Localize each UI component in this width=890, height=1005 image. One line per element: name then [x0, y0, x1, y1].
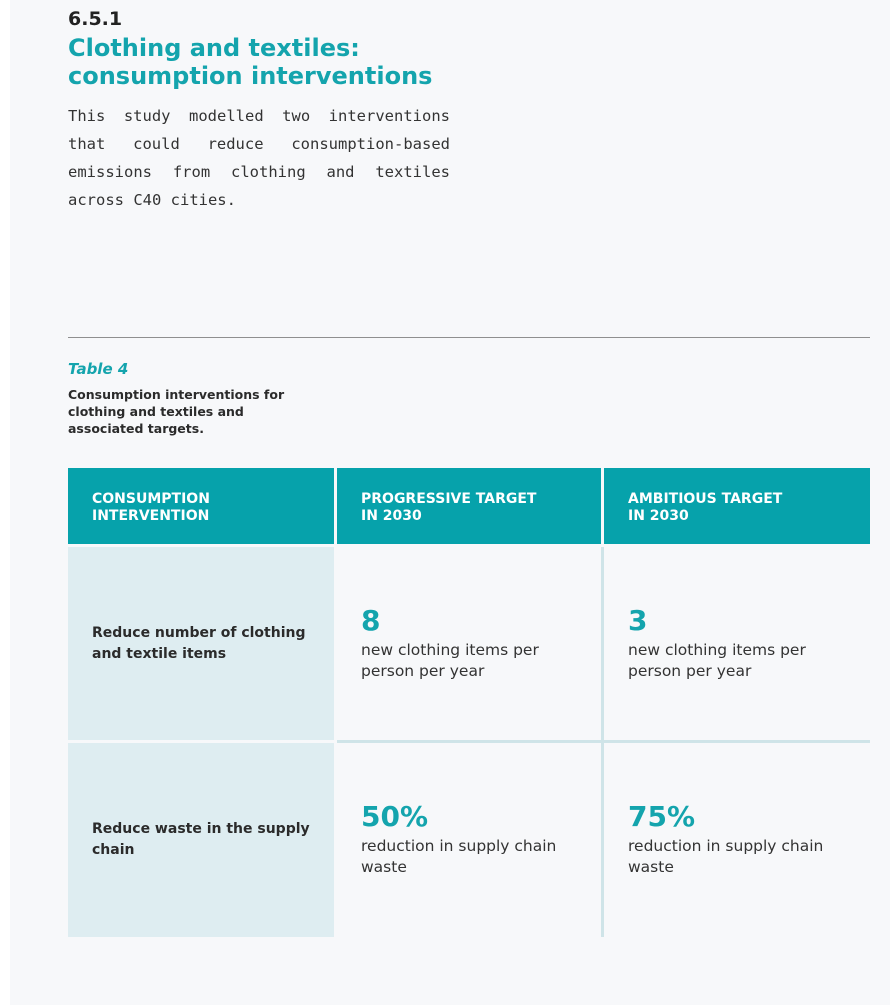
description-line: waste [361, 858, 407, 876]
section-number: 6.5.1 [68, 8, 123, 30]
header-ambitious-target [604, 468, 870, 544]
progressive-value: 8 [361, 604, 381, 637]
table-caption: Consumption interventions for clothing and textiles and associated targets. [68, 387, 285, 436]
header-text: CONSUMPTION [92, 491, 210, 507]
ambitious-value: 75% [628, 800, 696, 833]
description-line: reduction in supply chain [361, 837, 557, 855]
header-text: INTERVENTION [92, 508, 210, 524]
description-line: person per year [628, 662, 752, 680]
table-row-intervention [68, 547, 334, 740]
description-line: reduction in supply chain [628, 837, 824, 855]
description-line: new clothing items per [628, 641, 806, 659]
intervention-text: Reduce number of clothing [92, 624, 306, 641]
ambitious-description [628, 640, 870, 682]
progressive-target-cell [337, 604, 601, 682]
ambitious-target-cell [604, 604, 870, 682]
column-divider [601, 547, 604, 937]
divider-rule [68, 337, 870, 338]
section-title [68, 34, 488, 90]
ambitious-value: 3 [628, 604, 648, 637]
progressive-description [361, 640, 601, 682]
header-text: IN 2030 [361, 508, 422, 524]
ambitious-description [628, 836, 870, 878]
header-text: PROGRESSIVE TARGET [361, 491, 537, 507]
ambitious-target-cell [604, 800, 870, 878]
table-label: Table 4 [68, 360, 129, 378]
description-line: waste [628, 858, 674, 876]
description-line: person per year [361, 662, 485, 680]
description-line: new clothing items per [361, 641, 539, 659]
intro-paragraph: This study modelled two interventions that could reduce consumption-based emissions from clothing and textiles across C40 cities. [68, 107, 450, 209]
header-text: IN 2030 [628, 508, 689, 524]
progressive-target-cell [337, 800, 601, 878]
header-text: AMBITIOUS TARGET [628, 491, 783, 507]
progressive-description [361, 836, 601, 878]
intervention-text: and textile items [92, 645, 227, 662]
header-progressive-target [337, 468, 601, 544]
header-consumption-intervention [68, 468, 334, 544]
section-title-line-2: consumption interventions [68, 62, 433, 90]
progressive-value: 50% [361, 800, 429, 833]
section-title-line-1: Clothing and textiles: [68, 34, 360, 62]
table-row-intervention [68, 743, 334, 937]
intervention-text: chain [92, 842, 135, 858]
intervention-text: Reduce waste in the supply [92, 821, 310, 837]
